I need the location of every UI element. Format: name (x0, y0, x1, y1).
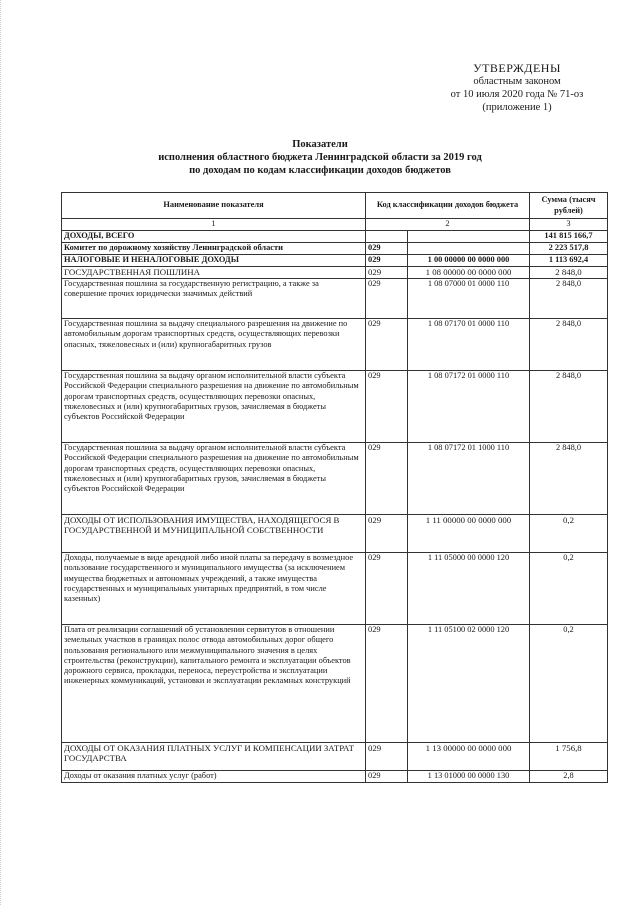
column-number-2: 2 (366, 219, 530, 231)
approval-title: УТВЕРЖДЕНЫ (473, 61, 561, 75)
table-row (62, 231, 608, 243)
row-admin-code: 029 (366, 743, 408, 771)
header-sum: Сумма (тысяч рублей) (530, 193, 608, 219)
page-edge (0, 0, 5, 905)
row-admin-code: 029 (366, 625, 408, 743)
row-sum: 0,2 (530, 515, 608, 553)
row-sum: 0,2 (530, 553, 608, 625)
row-admin-code: 029 (366, 255, 408, 267)
row-classification-code: 1 13 00000 00 0000 000 (408, 743, 530, 771)
row-name: Государственная пошлина за государственную регистрацию, а также за совершение прочих юридически значимых действий (62, 279, 366, 319)
table-row (62, 771, 608, 783)
row-name: Комитет по дорожному хозяйству Ленинградской области (62, 243, 366, 255)
table-row (62, 625, 608, 743)
row-admin-code: 029 (366, 243, 408, 255)
row-classification-code: 1 08 07172 01 0000 110 (408, 371, 530, 443)
row-sum: 0,2 (530, 625, 608, 743)
row-name: Доходы от оказания платных услуг (работ) (62, 771, 366, 783)
row-name: Доходы, получаемые в виде арендной либо иной платы за передачу в возмездное пользование государственного и муниципального имущества (за исключением имущества бюджетных и автономных учреждений, а также имущества государственных и муниципальных унитарных предприятий, в том числе казенных) (62, 553, 366, 625)
column-number-1: 1 (62, 219, 366, 231)
approval-line-1: областным законом (473, 76, 561, 87)
header-name: Наименование показателя (62, 193, 366, 219)
row-sum: 2 848,0 (530, 279, 608, 319)
row-classification-code (408, 243, 530, 255)
approval-line-2: от 10 июля 2020 года № 71-оз (450, 89, 584, 100)
row-admin-code (366, 231, 408, 243)
table-header-row (62, 193, 608, 219)
row-name: ДОХОДЫ ОТ ОКАЗАНИЯ ПЛАТНЫХ УСЛУГ И КОМПЕНСАЦИИ ЗАТРАТ ГОСУДАРСТВА (62, 743, 366, 771)
heading-line-2: исполнения областного бюджета Ленинградской области за 2019 год (158, 152, 482, 163)
row-admin-code: 029 (366, 319, 408, 371)
row-classification-code: 1 00 00000 00 0000 000 (408, 255, 530, 267)
table-row (62, 553, 608, 625)
row-admin-code: 029 (366, 279, 408, 319)
document-heading (60, 138, 580, 177)
row-classification-code: 1 08 07000 01 0000 110 (408, 279, 530, 319)
row-name: Государственная пошлина за выдачу органом исполнительной власти субъекта Российской Федерации специального разрешения на движение по автомобильным дорогам транспортных средств, осуществляющих перевозки опасных, тяжеловесных и (или) крупногабаритных грузов, зачисляемая в бюджеты субъектов Российской Федерации (62, 371, 366, 443)
row-name: ДОХОДЫ ОТ ИСПОЛЬЗОВАНИЯ ИМУЩЕСТВА, НАХОДЯЩЕГОСЯ В ГОСУДАРСТВЕННОЙ И МУНИЦИПАЛЬНОЙ СОБСТВЕННОСТИ (62, 515, 366, 553)
table-row (62, 319, 608, 371)
column-number-3: 3 (530, 219, 608, 231)
row-name: Государственная пошлина за выдачу специального разрешения на движение по автомобильным дорогам транспортных средств, осуществляющих перевозки опасных, тяжеловесных и (или) крупногабаритных грузов (62, 319, 366, 371)
row-classification-code: 1 08 07172 01 1000 110 (408, 443, 530, 515)
row-name: НАЛОГОВЫЕ И НЕНАЛОГОВЫЕ ДОХОДЫ (62, 255, 366, 267)
row-admin-code: 029 (366, 267, 408, 279)
row-name: ГОСУДАРСТВЕННАЯ ПОШЛИНА (62, 267, 366, 279)
row-name: ДОХОДЫ, ВСЕГО (62, 231, 366, 243)
table-row (62, 515, 608, 553)
row-sum: 2 848,0 (530, 443, 608, 515)
row-admin-code: 029 (366, 515, 408, 553)
row-sum: 1 113 692,4 (530, 255, 608, 267)
heading-line-3: по доходам по кодам классификации доходов бюджетов (189, 165, 451, 176)
row-classification-code: 1 13 01000 00 0000 130 (408, 771, 530, 783)
row-sum: 1 756,8 (530, 743, 608, 771)
row-admin-code: 029 (366, 771, 408, 783)
table-row (62, 443, 608, 515)
row-admin-code: 029 (366, 553, 408, 625)
row-name: Плата от реализации соглашений об установлении сервитутов в отношении земельных участков в границах полос отвода автомобильных дорог общего пользования регионального или межмуниципального значения в целях строительства (реконструкции), капитального ремонта и эксплуатации объектов дорожного сервиса, прокладки, переноса, переустройства и эксплуатации инженерных коммуникаций, установки и эксплуатации рекламных конструкций (62, 625, 366, 743)
header-code: Код классификации доходов бюджета (366, 193, 530, 219)
table-row (62, 243, 608, 255)
table-row (62, 371, 608, 443)
row-sum: 2 848,0 (530, 319, 608, 371)
row-classification-code: 1 11 05100 02 0000 120 (408, 625, 530, 743)
row-admin-code: 029 (366, 443, 408, 515)
column-number-row (62, 219, 608, 231)
row-sum: 141 815 166,7 (530, 231, 608, 243)
row-sum: 2 848,0 (530, 267, 608, 279)
row-classification-code (408, 231, 530, 243)
table-row (62, 267, 608, 279)
heading-line-1: Показатели (292, 139, 348, 150)
table-row (62, 743, 608, 771)
revenue-table-body (62, 193, 608, 783)
row-name: Государственная пошлина за выдачу органом исполнительной власти субъекта Российской Федерации специального разрешения на движение по автомобильным дорогам транспортных средств, осуществляющих перевозки опасных, тяжеловесных и (или) крупногабаритных грузов, зачисляемая в бюджеты субъектов Российской Федерации (62, 443, 366, 515)
table-row (62, 279, 608, 319)
table-row (62, 255, 608, 267)
row-sum: 2 223 517,8 (530, 243, 608, 255)
row-sum: 2,8 (530, 771, 608, 783)
row-classification-code: 1 11 00000 00 0000 000 (408, 515, 530, 553)
row-sum: 2 848,0 (530, 371, 608, 443)
approval-stamp (432, 62, 602, 114)
row-admin-code: 029 (366, 371, 408, 443)
row-classification-code: 1 08 07170 01 0000 110 (408, 319, 530, 371)
approval-line-3: (приложение 1) (482, 102, 552, 113)
row-classification-code: 1 11 05000 00 0000 120 (408, 553, 530, 625)
row-classification-code: 1 08 00000 00 0000 000 (408, 267, 530, 279)
revenue-table (61, 192, 608, 783)
